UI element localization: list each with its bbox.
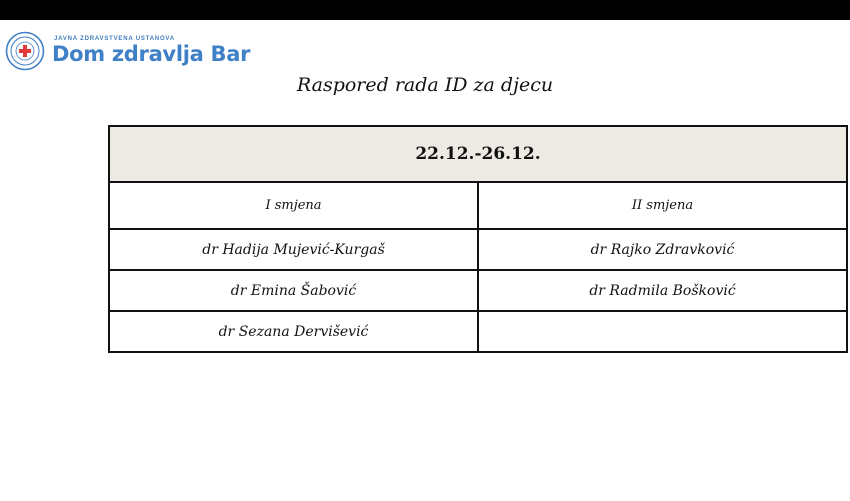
document-title: Raspored rada ID za djecu [296,74,554,96]
table-row [109,270,847,311]
table-row [109,229,847,270]
logo [5,30,250,72]
shift-1-header: I smjena [109,182,478,229]
logo-title: Dom zdravlja Bar [52,42,251,66]
schedule-period: 22.12.-26.12. [109,126,847,182]
shift-2-header: II smjena [478,182,847,229]
shift-2-doctor: dr Radmila Bošković [478,270,847,311]
shift-1-doctor: dr Sezana Dervišević [109,311,478,352]
logo-subtitle: JAVNA ZDRAVSTVENA USTANOVA [54,36,175,42]
document-title-wrap [0,74,850,96]
shift-1-doctor: dr Hadija Mujević-Kurgaš [109,229,478,270]
top-black-bar [0,0,850,20]
shift-1-doctor: dr Emina Šabović [109,270,478,311]
table-row [109,311,847,352]
shift-2-doctor: dr Rajko Zdravković [478,229,847,270]
red-cross-icon [5,31,45,71]
shift-2-doctor [478,311,847,352]
schedule-table [108,125,848,353]
